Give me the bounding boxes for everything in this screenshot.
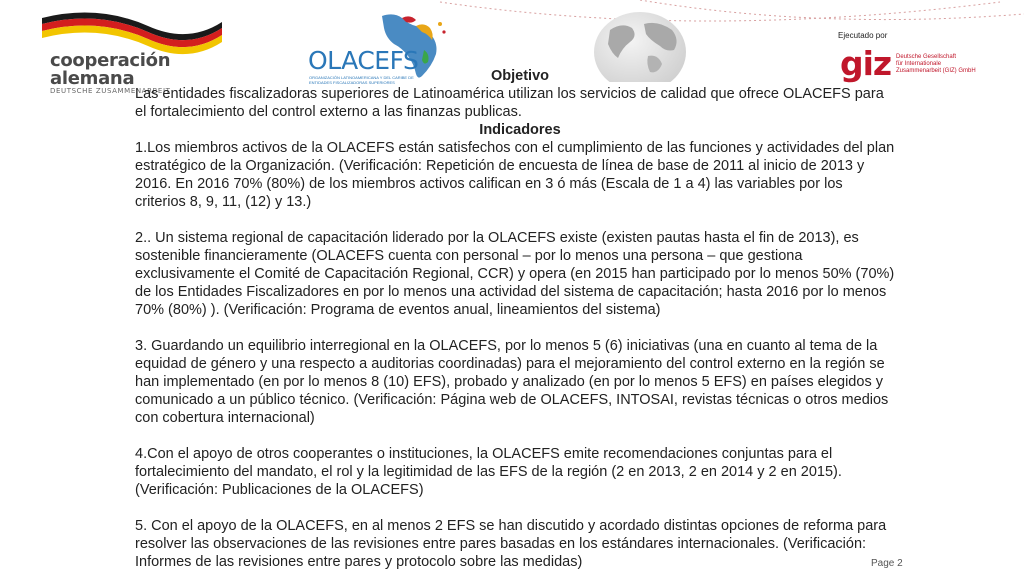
spacer bbox=[135, 211, 895, 229]
indicator-4: 4.Con el apoyo de otros cooperantes o instituciones, la OLACEFS emite recomendaciones conjuntas para el fortalecimiento del mandato, el rol y la legitimidad de las EFS de la región (2 en 2013, 2 en 2014 y 2 en 2015). (Verificación: Publicaciones de la OLACEFS) bbox=[135, 446, 842, 498]
olacefs-wordmark: OLACEFS bbox=[308, 46, 419, 75]
giz-wordmark: giz bbox=[840, 44, 892, 83]
indicator-3: 3. Guardando un equilibrio interregional en la OLACEFS, por lo menos 5 (6) iniciativas (una en cuanto al tema de la equidad de género y una respecto a auditorias coordinadas) para el mejoramiento del control externo en la región se han implementado (en por lo menos 8 (10) EFS), probado y analizado (en por lo menos 5 EFS) en países elegidos y comunicado a un público técnico. (Verificación: Página web de OLACEFS, INTOSAI, revistas técnicas o otros medios con cobertura internacional) bbox=[135, 338, 889, 426]
olacefs-subtitle: ORGANIZACIÓN LATINOAMERICANA Y DEL CARIBE DE ENTIDADES FISCALIZADORAS SUPERIORES bbox=[309, 75, 414, 85]
indicator-1: 1.Los miembros activos de la OLACEFS están satisfechos con el cumplimiento de las funciones y actividades del plan estratégico de la Organización. (Verificación: Repetición de encuesta de línea de base de 2011 al inicio de 2013 y 2016. En 2016 70% (80%) de los miembros activos califican en 3 ó más (Escala de 1 a 4) las variables por los criterios 8, 9, 11, (12) y 13.) bbox=[135, 140, 895, 210]
objective-heading: Objetivo bbox=[490, 68, 549, 84]
page-number: Page 2 bbox=[871, 558, 903, 569]
spacer bbox=[135, 499, 895, 517]
giz-description: Deutsche Gesellschaft für Internationale Zusammenarbeit (GIZ) GmbH bbox=[896, 54, 976, 74]
spacer bbox=[135, 319, 895, 337]
logo-text-line2: alemana bbox=[50, 68, 135, 89]
slide-content bbox=[135, 67, 895, 571]
indicator-5: 5. Con el apoyo de la OLACEFS, en al menos 2 EFS se han discutido y acordado distintas opciones de reforma para resolver las observaciones de las revisiones entre pares basadas en los estándares internacionales. (Verificación: Informes de las revisiones entre pares y protocolo sobre las medidas) bbox=[135, 518, 887, 570]
executed-by-label: Ejecutado por bbox=[838, 31, 888, 40]
indicators-heading: Indicadores bbox=[479, 122, 561, 138]
logo-text-line3: DEUTSCHE ZUSAMMENARBEIT bbox=[50, 87, 171, 95]
objective-text: Las entidades fiscalizadoras superiores de Latinoamérica utilizan los servicios de calidad que ofrece OLACEFS para el fortalecimiento del control externo a las finanzas publicas. bbox=[135, 86, 884, 120]
logo-text-line1: cooperación bbox=[50, 50, 171, 71]
spacer bbox=[135, 427, 895, 445]
german-flag-wave-icon bbox=[38, 8, 238, 56]
indicator-2: 2.. Un sistema regional de capacitación liderado por la OLACEFS existe (existen pautas hasta el fin de 2013), es sostenible financieramente (OLACEFS cuenta con personal – por lo menos una persona – que gestiona exclusivamente el Comité de Capacitación Regional, CCR) y opera (en 2015 han participado por lo menos 50% (70%) de los Entidades Fiscalizadores en por lo menos una actividad del sistema de capacitación; hasta 2016 por lo menos 70% (80%) ). (Verificación: Programa de eventos anual, lineamientos del sistema) bbox=[135, 230, 895, 318]
